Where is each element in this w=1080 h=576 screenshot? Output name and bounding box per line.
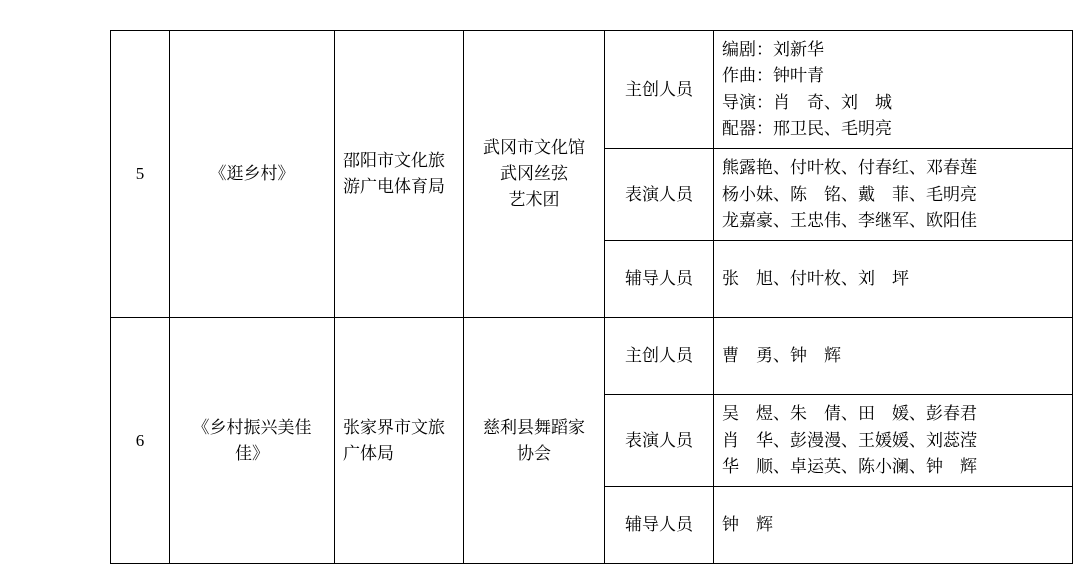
role-label: 主创人员 [605, 31, 714, 149]
role-label: 辅导人员 [605, 241, 714, 318]
people-list [714, 241, 1073, 318]
people-line: 吴 煜、朱 倩、田 媛、彭春君 [722, 404, 977, 424]
role-label: 主创人员 [605, 318, 714, 395]
people-line: 张 旭、付叶枚、刘 坪 [722, 269, 909, 289]
people-list [714, 31, 1073, 149]
people-line: 华 顺、卓运英、陈小澜、钟 辉 [722, 457, 977, 477]
people-list [714, 395, 1073, 487]
people-line: 龙嘉豪、王忠伟、李继军、欧阳佳 [722, 211, 977, 231]
table-row [111, 31, 1073, 149]
work-name-line: 《乡村振兴美佳 [192, 417, 312, 437]
role-label: 表演人员 [605, 395, 714, 487]
row-index: 5 [111, 31, 170, 318]
people-list [714, 487, 1073, 564]
people-line: 肖 华、彭漫漫、王媛媛、刘蕊滢 [722, 430, 977, 450]
create-unit-line: 协会 [517, 443, 551, 463]
create-unit-line: 武冈市文化馆 [483, 137, 585, 157]
work-name [170, 318, 335, 564]
role-label: 表演人员 [605, 149, 714, 241]
people-list [714, 149, 1073, 241]
create-unit-line: 艺术团 [508, 190, 560, 210]
people-list [714, 318, 1073, 395]
work-name: 《逛乡村》 [170, 31, 335, 318]
people-line: 作曲：钟叶青 [722, 66, 824, 86]
recommend-org-line: 广体局 [343, 443, 394, 463]
table-row [111, 318, 1073, 395]
award-table [110, 30, 1073, 564]
recommend-org-line: 张家界市文旅 [343, 417, 445, 437]
people-line: 熊露艳、付叶枚、付春红、邓春莲 [722, 158, 977, 178]
award-table-container [110, 30, 977, 564]
people-line: 曹 勇、钟 辉 [722, 346, 841, 366]
people-line: 配器：邢卫民、毛明亮 [722, 119, 892, 139]
create-unit [464, 318, 605, 564]
work-name-line: 佳》 [235, 443, 269, 463]
people-line: 杨小妹、陈 铭、戴 菲、毛明亮 [722, 184, 977, 204]
people-line: 导演：肖 奇、刘 城 [722, 92, 892, 112]
row-index: 6 [111, 318, 170, 564]
recommend-org [335, 318, 464, 564]
people-line: 编剧：刘新华 [722, 40, 824, 59]
create-unit [464, 31, 605, 318]
people-line: 钟 辉 [722, 515, 773, 535]
create-unit-line: 武冈丝弦 [500, 164, 568, 184]
recommend-org: 邵阳市文化旅游广电体育局 [335, 31, 464, 318]
create-unit-line: 慈利县舞蹈家 [483, 417, 585, 437]
role-label: 辅导人员 [605, 487, 714, 564]
